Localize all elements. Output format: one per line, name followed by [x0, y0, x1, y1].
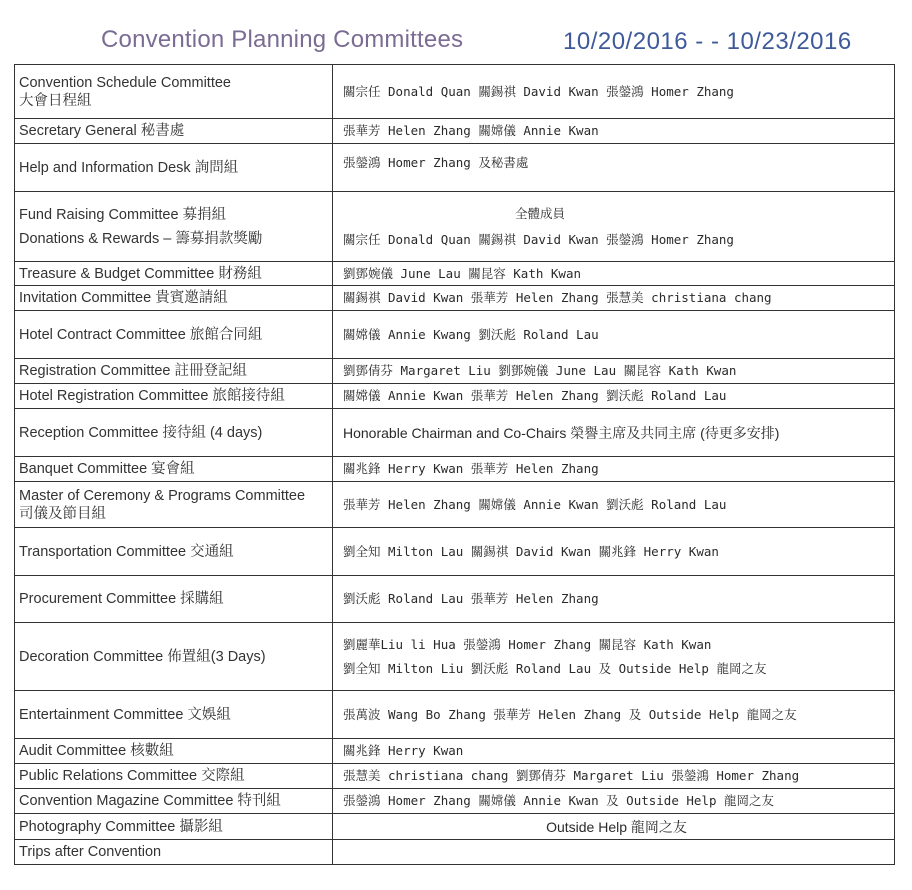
committee-name: Banquet Committee 宴會組 [15, 457, 333, 482]
committee-members: 劉鄧倩芬 Margaret Liu 劉鄧婉儀 June Lau 關昆容 Kath Kwan [333, 359, 895, 384]
table-row [15, 311, 895, 359]
committee-members: 張萬波 Wang Bo Zhang 張華芳 Helen Zhang 及 Outside Help 龍岡之友 [333, 691, 895, 739]
committee-name: Procurement Committee 採購組 [15, 576, 333, 623]
committee-members: Outside Help 龍岡之友 [333, 814, 895, 840]
committee-members: 張鎣鴻 Homer Zhang 關嫦儀 Annie Kwan 及 Outside Help 龍岡之友 [333, 789, 895, 814]
committee-name: Fund Raising Committee 募捐組 Donations & Rewards – 籌募捐款獎勵 [15, 192, 333, 262]
committee-name: Convention Schedule Committee 大會日程組 [15, 65, 333, 119]
table-row [15, 144, 895, 192]
committee-members: 劉全知 Milton Lau 關錫祺 David Kwan 關兆鋒 Herry Kwan [333, 528, 895, 576]
table-row [15, 789, 895, 814]
committee-name: Trips after Convention [15, 840, 333, 865]
table-row [15, 764, 895, 789]
table-row [15, 359, 895, 384]
committee-members: 關嫦儀 Annie Kwang 劉沃彪 Roland Lau [333, 311, 895, 359]
table-row [15, 65, 895, 119]
table-row [15, 623, 895, 691]
committee-name: Transportation Committee 交通組 [15, 528, 333, 576]
table-row [15, 384, 895, 409]
committee-members: 劉沃彪 Roland Lau 張華芳 Helen Zhang [333, 576, 895, 623]
committee-name: Registration Committee 註冊登記組 [15, 359, 333, 384]
table-row [15, 576, 895, 623]
committee-name: Secretary General 秘書處 [15, 119, 333, 144]
committee-name: Treasure & Budget Committee 財務組 [15, 262, 333, 286]
table-row [15, 457, 895, 482]
committee-name: Convention Magazine Committee 特刊組 [15, 789, 333, 814]
table-row [15, 691, 895, 739]
table-row [15, 286, 895, 311]
committee-members [333, 840, 895, 865]
committee-members: Honorable Chairman and Co-Chairs 榮譽主席及共同主席 (待更多安排) [333, 409, 895, 457]
committee-name: Public Relations Committee 交際組 [15, 764, 333, 789]
committee-name: Photography Committee 攝影組 [15, 814, 333, 840]
committee-table-wrapper [14, 64, 894, 865]
committee-members: 張華芳 Helen Zhang 關嫦儀 Annie Kwan [333, 119, 895, 144]
committee-members: 關宗任 Donald Quan 關錫祺 David Kwan 張鎣鴻 Homer Zhang [333, 65, 895, 119]
committee-name: Audit Committee 核數組 [15, 739, 333, 764]
committee-table [14, 64, 895, 865]
table-row [15, 482, 895, 528]
table-row [15, 409, 895, 457]
table-row [15, 119, 895, 144]
committee-members: 張鎣鴻 Homer Zhang 及秘書處 [333, 144, 895, 192]
committee-members: 關兆鋒 Herry Kwan 張華芳 Helen Zhang [333, 457, 895, 482]
table-row [15, 814, 895, 840]
committee-members: 全體成員 關宗任 Donald Quan 關錫祺 David Kwan 張鎣鴻 Homer Zhang [333, 192, 895, 262]
committee-members: 張慧美 christiana chang 劉鄧倩芬 Margaret Liu 張鎣鴻 Homer Zhang [333, 764, 895, 789]
committee-members: 關嫦儀 Annie Kwan 張華芳 Helen Zhang 劉沃彪 Roland Lau [333, 384, 895, 409]
committee-name: Invitation Committee 貴賓邀請組 [15, 286, 333, 311]
document-title: Convention Planning Committees [101, 26, 464, 53]
table-row [15, 739, 895, 764]
committee-name: Decoration Committee 佈置組(3 Days) [15, 623, 333, 691]
committee-name: Entertainment Committee 文娛組 [15, 691, 333, 739]
committee-name: Hotel Registration Committee 旅館接待組 [15, 384, 333, 409]
committee-name: Hotel Contract Committee 旅館合同組 [15, 311, 333, 359]
committee-members: 關錫祺 David Kwan 張華芳 Helen Zhang 張慧美 christiana chang [333, 286, 895, 311]
committee-members: 關兆鋒 Herry Kwan [333, 739, 895, 764]
committee-name: Help and Information Desk 詢問組 [15, 144, 333, 192]
committee-members: 張華芳 Helen Zhang 關嫦儀 Annie Kwan 劉沃彪 Roland Lau [333, 482, 895, 528]
committee-members: 劉鄧婉儀 June Lau 關昆容 Kath Kwan [333, 262, 895, 286]
committee-members: 劉麗華Liu li Hua 張鎣鴻 Homer Zhang 關昆容 Kath Kwan 劉全知 Milton Liu 劉沃彪 Roland Lau 及 Outside Help 龍岡之友 [333, 623, 895, 691]
committee-name: Master of Ceremony & Programs Committee 司儀及節目組 [15, 482, 333, 528]
committee-name: Reception Committee 接待組 (4 days) [15, 409, 333, 457]
table-row [15, 840, 895, 865]
table-row [15, 192, 895, 262]
document-header [0, 24, 912, 60]
convention-dates: 10/20/2016 - - 10/23/2016 [563, 28, 852, 55]
table-row [15, 262, 895, 286]
table-row [15, 528, 895, 576]
